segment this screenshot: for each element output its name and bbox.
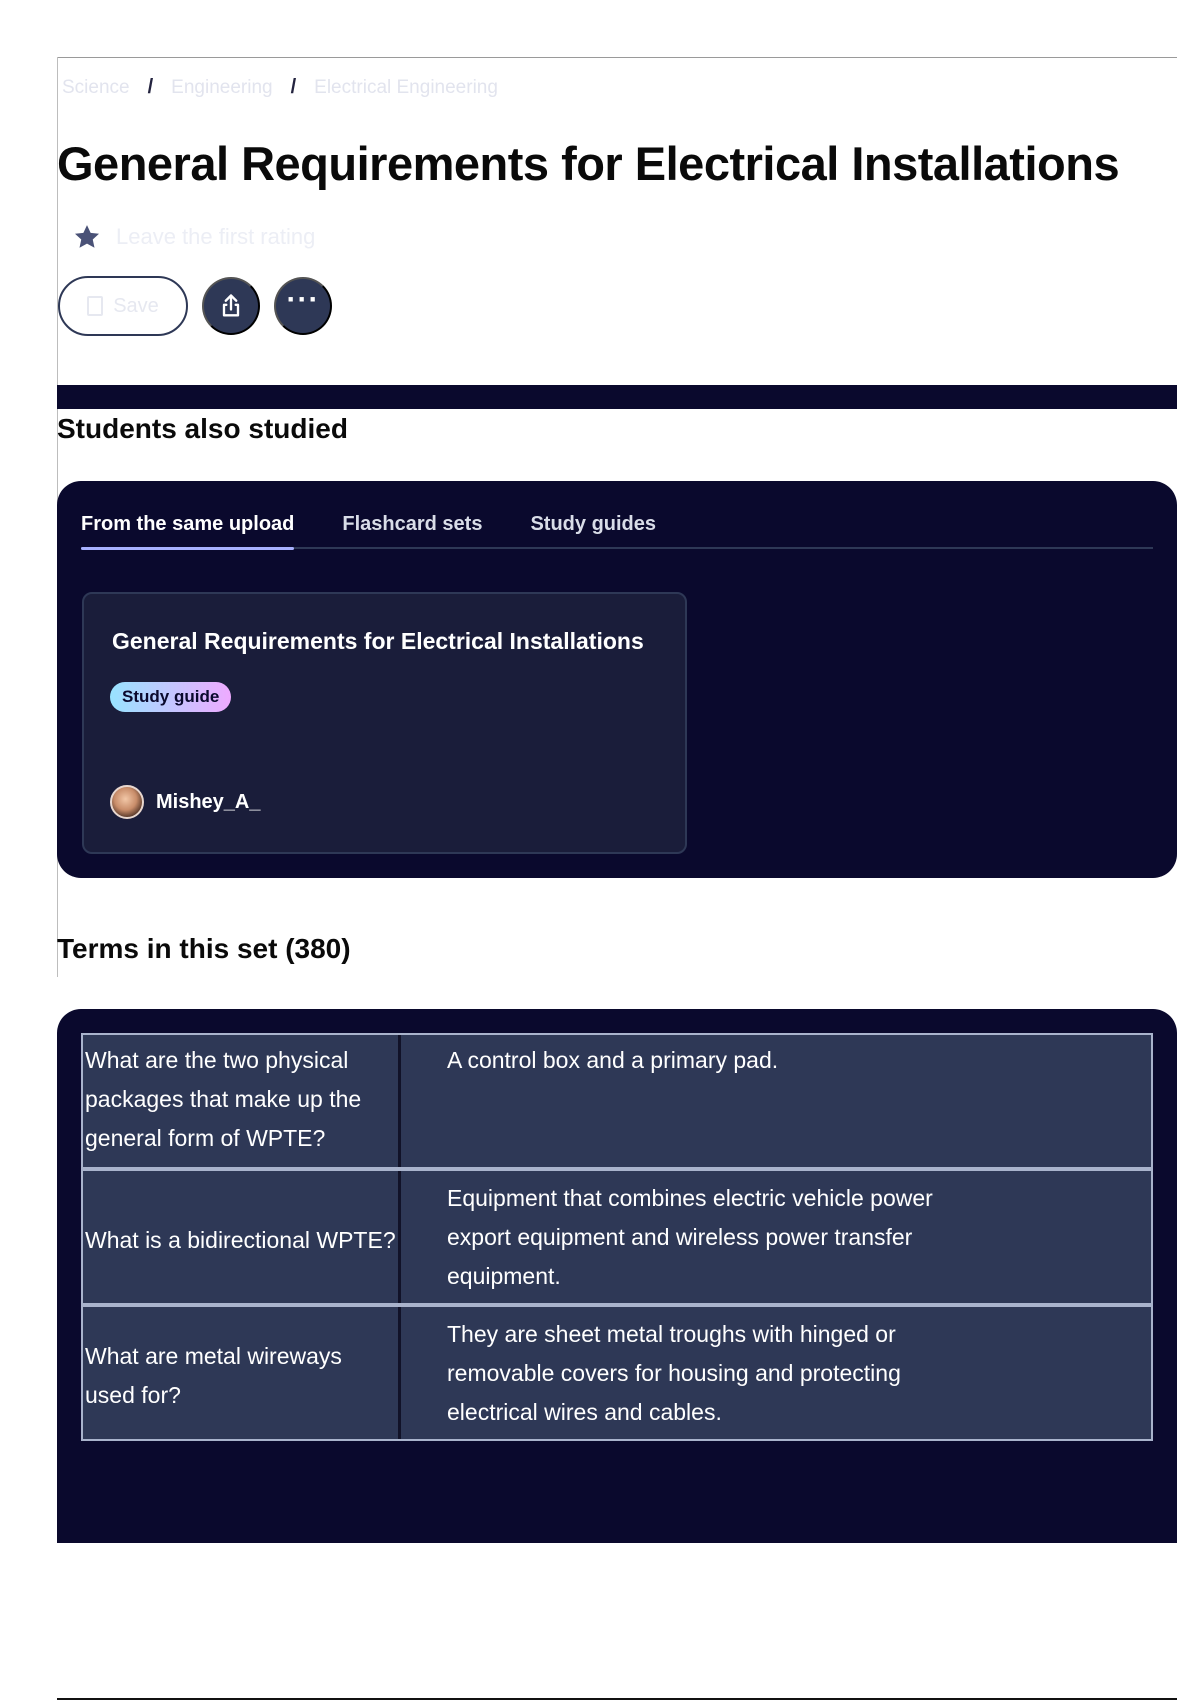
terms-panel — [57, 1009, 1177, 1543]
bookmark-icon — [87, 296, 103, 316]
save-button-label: Save — [113, 294, 159, 317]
card-title[interactable]: General Requirements for Electrical Installations — [112, 628, 644, 654]
star-icon — [72, 222, 102, 252]
top-divider — [57, 57, 1177, 58]
study-guide-card[interactable] — [82, 592, 687, 854]
term-row — [81, 1033, 1153, 1169]
rating[interactable] — [72, 222, 315, 252]
avatar — [110, 785, 144, 819]
term-row — [81, 1305, 1153, 1441]
save-button[interactable] — [58, 276, 188, 336]
term-word: What are the two physical packages that make up the general form of WPTE? — [83, 1035, 401, 1167]
term-row — [81, 1169, 1153, 1305]
terms-table — [81, 1033, 1153, 1441]
section-divider — [57, 385, 1177, 409]
tab-flashcard-sets[interactable]: Flashcard sets — [342, 513, 483, 535]
breadcrumb — [62, 76, 498, 99]
rating-label[interactable]: Leave the first rating — [116, 224, 316, 249]
term-definition: A control box and a primary pad. — [447, 1047, 779, 1073]
students-also-studied-panel — [57, 481, 1177, 878]
author-name[interactable]: Mishey_A_ — [156, 790, 261, 813]
breadcrumb-science[interactable]: Science — [62, 76, 130, 98]
study-tabs — [81, 513, 1153, 549]
terms-heading: Terms in this set (380) — [57, 933, 351, 964]
term-definition: They are sheet metal troughs with hinged or removable covers for housing and protecting electrical wires and cables. — [447, 1320, 901, 1425]
breadcrumb-electrical-engineering[interactable]: Electrical Engineering — [314, 76, 498, 98]
tab-from-the-same-upload[interactable]: From the same upload — [81, 513, 294, 547]
term-word: What is a bidirectional WPTE? — [83, 1171, 401, 1303]
page-title: General Requirements for Electrical Installations — [57, 137, 1120, 190]
study-guide-badge: Study guide — [110, 682, 231, 712]
share-button[interactable] — [202, 277, 260, 335]
breadcrumb-separator: / — [147, 76, 154, 98]
term-word: What are metal wireways used for? — [83, 1307, 401, 1439]
breadcrumb-separator: / — [290, 76, 297, 98]
more-options-button[interactable] — [274, 277, 332, 335]
more-icon: ··· — [286, 283, 320, 316]
action-bar — [58, 276, 332, 336]
tab-study-guides[interactable]: Study guides — [530, 513, 657, 535]
breadcrumb-engineering[interactable]: Engineering — [171, 76, 273, 98]
students-also-studied-heading: Students also studied — [57, 413, 348, 444]
share-icon — [217, 292, 245, 320]
card-author[interactable] — [110, 785, 261, 819]
term-definition: Equipment that combines electric vehicle power export equipment and wireless power transfer equipment. — [447, 1184, 933, 1289]
